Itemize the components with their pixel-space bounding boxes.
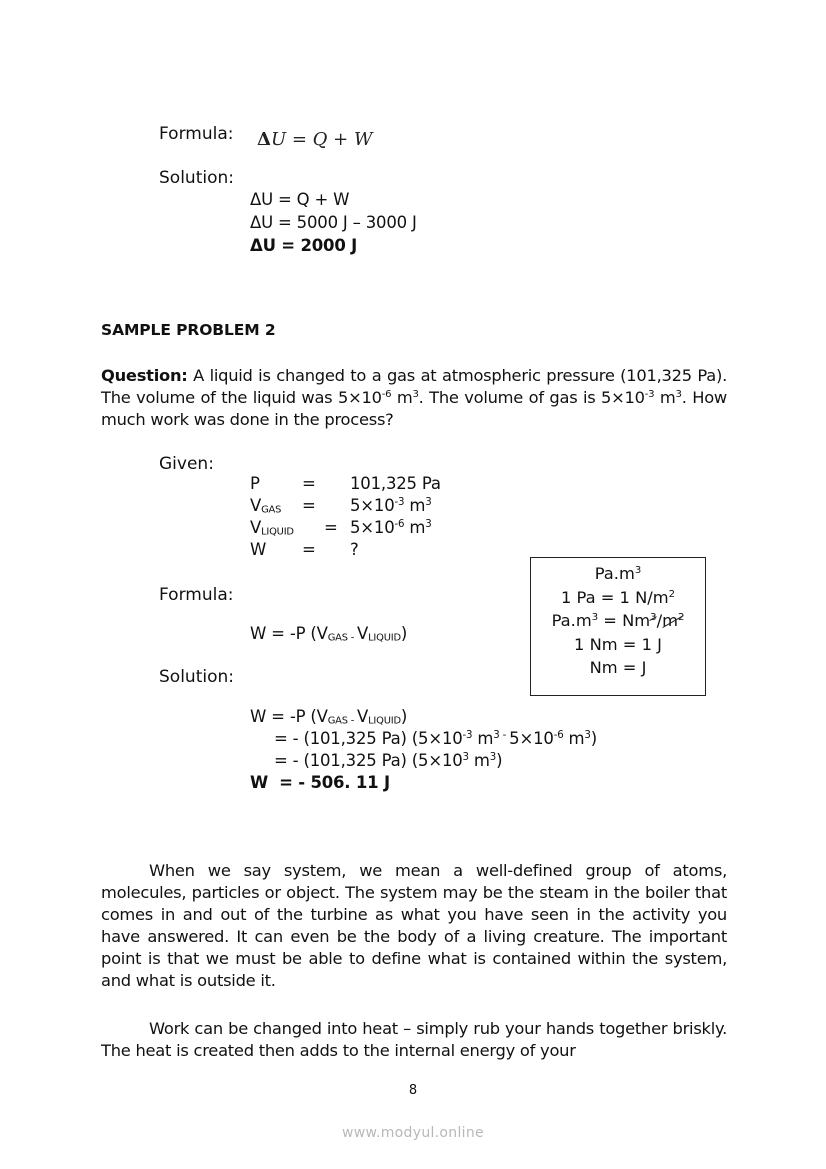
delta-symbol: Δ xyxy=(257,129,271,150)
given-label: Given: xyxy=(159,454,214,474)
formula-label: Formula: xyxy=(159,585,234,605)
solution-label: Solution: xyxy=(159,168,234,188)
given-equals: = xyxy=(302,496,316,515)
given-value: $5\times 10^{-6}$ $m^3$ xyxy=(350,518,432,537)
box-line: 1 Pa = 1 $N/m^2$ xyxy=(560,587,676,607)
solution-step: W = -P ($V_{GAS -}$ $V_{LIQUID}$) xyxy=(250,707,408,727)
given-variable: $V_{GAS}$ xyxy=(250,496,282,516)
solution-answer: W = - 506. 11 J xyxy=(250,773,390,792)
unit-conversion-box xyxy=(530,557,706,696)
solution-step: ΔU = 5000 J – 3000 J xyxy=(250,213,417,232)
formula-image xyxy=(257,129,372,150)
box-line: 1 Nm = 1 J xyxy=(574,634,662,654)
box-line: $Pa.m^3 = Nm^3/m^2$ xyxy=(531,609,705,633)
question-paragraph xyxy=(101,365,727,431)
section-heading: SAMPLE PROBLEM 2 xyxy=(101,321,276,339)
given-equals: = xyxy=(324,518,338,537)
given-equals: = xyxy=(302,474,316,493)
given-value: $5\times 10^{-3}$ $m^3$ xyxy=(350,496,432,515)
page-number: 8 xyxy=(408,1083,418,1098)
exponent: 3 xyxy=(675,388,682,400)
solution-step: ΔU = Q + W xyxy=(250,190,350,209)
box-line: Nm = J xyxy=(589,658,647,678)
body-paragraph: When we say system, we mean a well-defined group of atoms, molecules, particles or object. The system may be the steam in the boiler that comes in and out of the turbine as what you have seen in the activity you have answered. It can even be the body of a living creature. The important point is that we must be able to define what is contained within the system, and what is outside it. xyxy=(101,861,727,990)
question-text: m xyxy=(654,388,676,407)
exponent: -3 xyxy=(644,388,655,400)
formula-label: Formula: xyxy=(159,124,234,144)
given-equals: = xyxy=(302,540,316,559)
question-text: . How much work was done in the process? xyxy=(101,388,727,429)
solution-label: Solution: xyxy=(159,667,234,687)
question-label: Question: xyxy=(101,366,188,385)
given-variable: W xyxy=(250,540,267,559)
given-value: ? xyxy=(350,540,359,559)
question-text: . The volume of gas is 5×10 xyxy=(418,388,645,407)
cancelled-unit: $m^2$ xyxy=(662,609,684,633)
box-line: $Pa.m^3$ xyxy=(594,564,642,583)
given-variable: P xyxy=(250,474,260,493)
question-text: m xyxy=(391,388,413,407)
solution-step: = - (101,325 Pa) ($5\times 10^{-3}$ $m^3$ - $5\times 10^{-6}$ $m^3$) xyxy=(274,729,597,748)
given-variable: $V_{LIQUID}$ xyxy=(250,518,294,538)
exponent: 3 xyxy=(412,388,419,400)
watermark: www.modyul.online xyxy=(342,1125,484,1141)
solution-step: = - (101,325 Pa) ($5\times 10^3$ $m^3$) xyxy=(274,751,503,770)
formula-expression: U = Q + W xyxy=(270,129,373,150)
given-value: 101,325 Pa xyxy=(350,474,441,493)
question-text: A liquid is changed to a gas at atmospheric pressure (101,325 Pa). The volume of the liquid was 5×10 xyxy=(101,366,727,407)
body-paragraph: Work can be changed into heat – simply rub your hands together briskly. The heat is created then adds to the internal energy of your xyxy=(101,1019,727,1060)
solution-answer: ΔU = 2000 J xyxy=(250,236,358,255)
work-formula: W = -P ($V_{GAS -}$ $V_{LIQUID}$) xyxy=(250,624,408,644)
exponent: -6 xyxy=(381,388,392,400)
